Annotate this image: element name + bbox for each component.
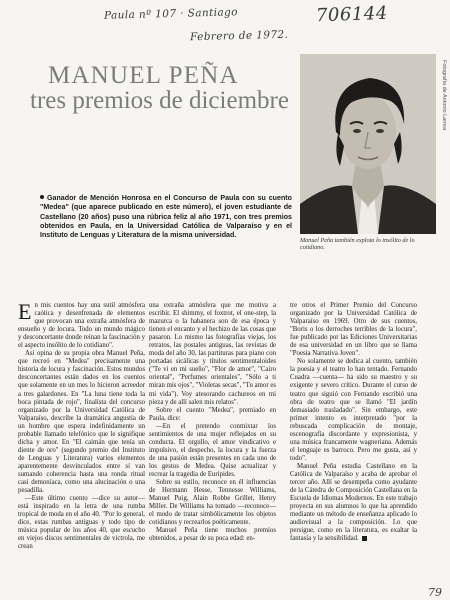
handwritten-reference-number: 706144: [315, 2, 389, 27]
handwritten-date-note: Febrero de 1972.: [189, 28, 289, 44]
body-column-3: [290, 302, 417, 543]
paragraph: Sobre el cuento "Medea", premiado en Paula, dice:: [149, 406, 276, 422]
paragraph: tre otros el Primer Premio del Concurso organizado por la Universidad Católica de Valparaíso en 1969. Otro de sus cuentos, "Boris o los derroches terribles de la locura", fue publicado por las Ediciones Universitarias de esa universidad en un libro que se llama "Poesía Narrativa Joven".: [290, 302, 417, 358]
paragraph: No solamente se dedica al cuento, también la poesía y el teatro lo han tentado. Fernando Cuadra —cuenta— ha sido su maestro y su exigente y severo crítico. Durante el curso de teatro que siguió con Fernando escribió una obra de teatro que se llamó "El jardín demasiado trasladado". Sin embargo, este primer intento es interpretado "por la rebuscada complicación de montaje, escenografía discordante y expresionista, y una música francamente wagneriana. Además el lenguaje es barroco. Pero me gusta, así y todo".: [290, 358, 417, 462]
paragraph: —En el pretendo conmixtar los sentimientos de una mujer reflejados en su conducta. El orgullo, el amor vindicativo e impulsivo, el despecho, la locura y la fuerza de una pasión están presentes en cada uno de los gestos de Medea. Quise actualizar y recrear la tragedia de Eurípides.: [149, 422, 276, 478]
paragraph: Así opina de su propia obra Manuel Peña, que recreó en "Medea" precisamente una historia de locura y fascinación. Estos mundos desconcertantes están dados en los cuentos que solamente en un mes lo hicieron acreedor a tres galardones. En "La luna tiene toda la boca pintada de rojo", finalista del concurso organizado por la Universidad Católica de Valparaíso, describe la dramática angustia de un hombre que espera indefinidamente un probable llamado telefónico que le signifique dicha y amor. En "El caimán que tenía un diente de oro" (segundo premio del Instituto de Lenguas y Literatura) varios elementos aparentemente desvinculados entre sí van sumando coherencia hasta una ronda ritual casi demoníaca, como una alucinación o una pesadilla.: [18, 350, 145, 495]
paragraph: —Este último cuento —dice su autor— está inspirado en la letra de una rumba tropical de moda en el año 40. "Por lo general, dice, estas rumbas antiguas y todo tipo de música popular de los años 40, que escucho en viejos discos sentimentales de victrola, me crean: [18, 495, 145, 551]
paragraph: una extraña atmósfera que me motiva a escribir. El shimmy, el foxtrot, el one-step, la mazurca o la habanera son de esa época y tienen el encanto y el hechizo de las cosas que pasaron. Lo mismo las fotografías viejas, los retratos, las postales antiguas, las revistas de moda del año 30, las partituras para piano con portadas sicálicas y títulos sentimentaloides ("Te vi en mi sueño", "Flor de amor", "Cairo oriental", "Perfumes orientales", "Sólo a ti miran mis ojos", "Violetas secas", "Tu amor es mi vida"). Voy atesorando cachureos en mi pieza y de allí salen mis relatos".: [149, 302, 276, 406]
lead-text: Ganador de Mención Honrosa en el Concurso de Paula con su cuento "Medea" (que aparece publicado en este número), el joven estudiante de Castellano (20 años) puso una rúbrica feliz al año 1971, con tres premios obtenidos en Paula, en la Universidad Católica de Valparaíso y en el Instituto de Lenguas y Literatura de la misma universidad.: [40, 194, 292, 240]
body-column-2: [149, 302, 276, 543]
paragraph: Manuel Peña tiene muchos premios obtenidos, a pesar de su poca edad: en-: [149, 527, 276, 543]
article-subtitle: tres premios de diciembre: [30, 87, 289, 114]
handwritten-page-number: 79: [428, 586, 442, 599]
end-of-article-mark: [362, 536, 367, 541]
photo-credit: Fotografía de Antonio Larrea: [441, 60, 447, 131]
handwritten-publication-note: Paula nº 107 · Santiago: [103, 6, 239, 22]
body-column-1: [18, 299, 145, 551]
drop-cap: E: [18, 299, 32, 324]
bullet-icon: [40, 195, 44, 199]
photo-caption: Manuel Peña también explota lo insólito de lo cotidiano.: [300, 237, 415, 252]
paragraph: n mis cuentos hay una sutil atmósfera caótica y desenfrenada de elementos que provocan una extraña atmósfera de ensueño y de locura. Todo un mundo mágico y desconcertante donde reinan la fascinación y el aspecto insólito de lo cotidiano".: [18, 302, 145, 350]
author-portrait: [300, 54, 436, 234]
paragraph: Sobre su estilo, reconoce en él influencias de Hermann Hesse, Tennesse Williams, Manuel Puig, Alain Robbe Grillet, Henry Miller. De Williams ha tomado —reconoce— el modo de tratar simbólicamente los objetos cotidianos y recrearlos poéticamente.: [149, 479, 276, 527]
article-title: MANUEL PEÑA: [48, 62, 239, 89]
article-lead: [40, 194, 292, 240]
paragraph: Manuel Peña estudia Castellano en la Católica de Valparaíso y acaba de aprobar el tercer año. Allí se desempeña como ayudante de la Cátedra de Composición Castellana en la Escuela de Idiomas Modernos. En este trabajo proyecta en sus alumnos lo que ha aprendido mediante un método de enseñanza aplicado lo audiovisual a la composición. Lo que persigue, como en la literatura, es exaltar la fantasía y la sensibilidad.: [290, 462, 417, 543]
